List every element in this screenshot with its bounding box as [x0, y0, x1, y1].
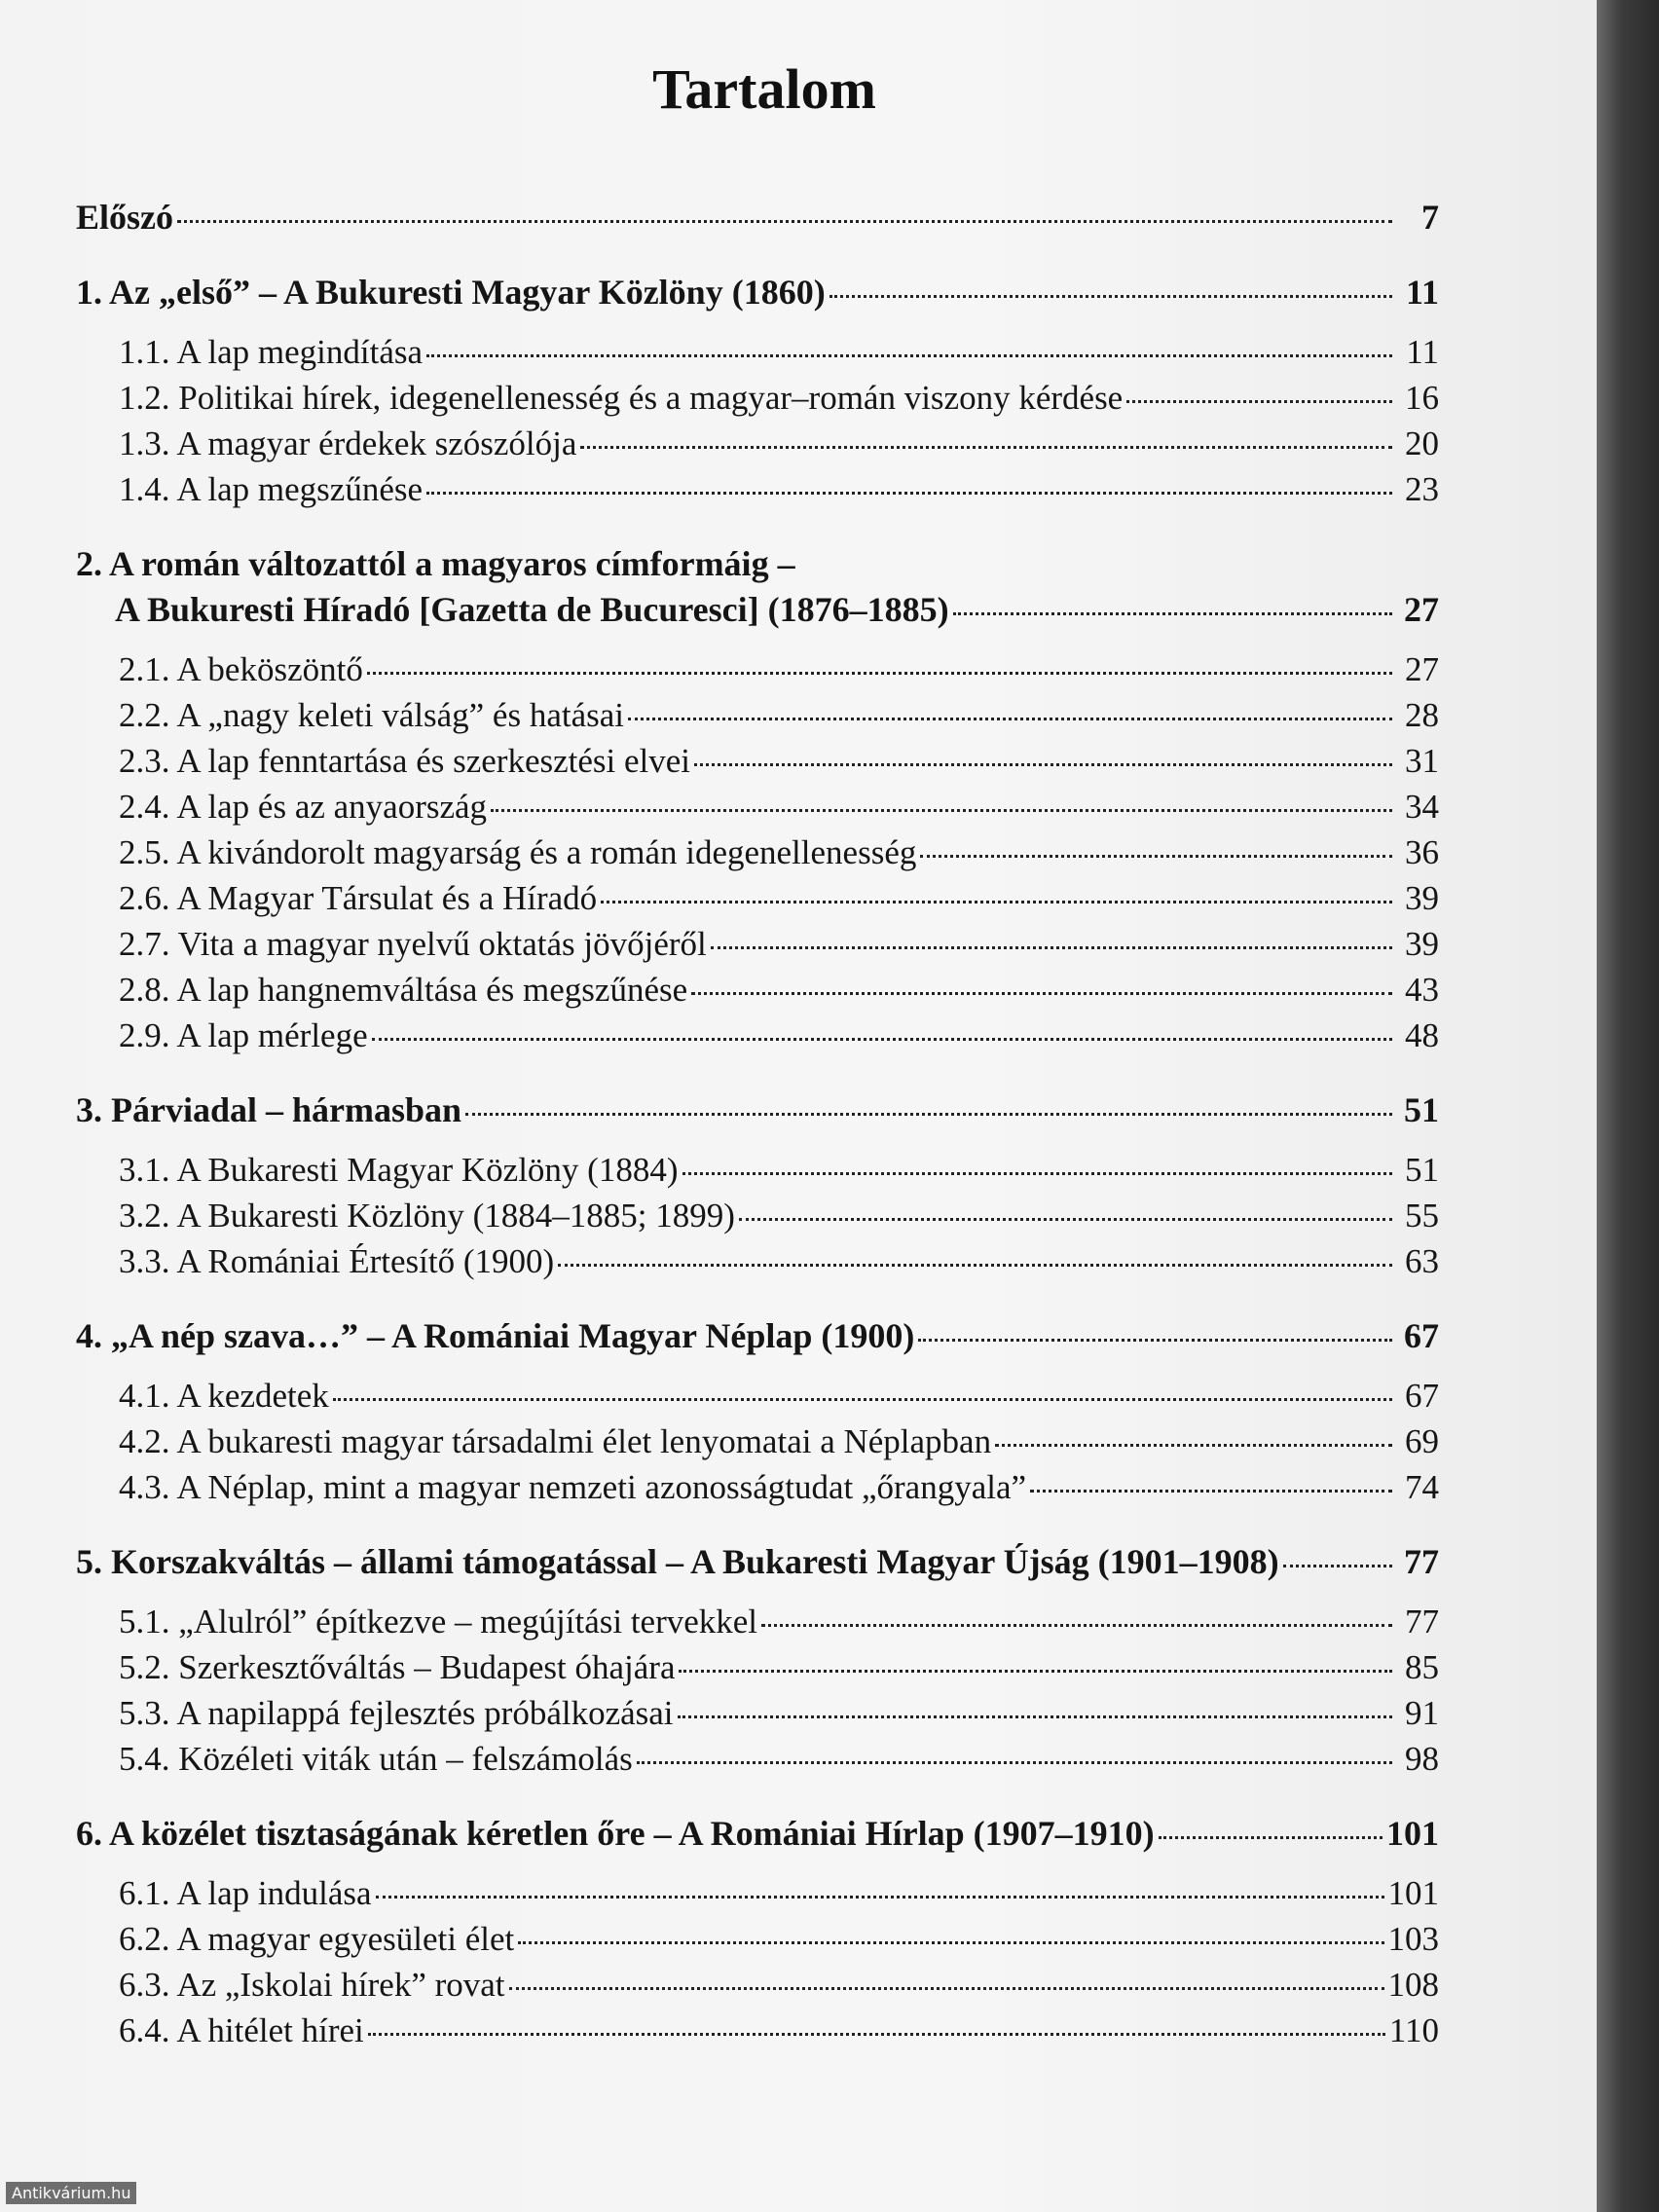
dot-leader: [601, 901, 1392, 903]
toc-page-number: 69: [1405, 1422, 1439, 1460]
dot-leader: [918, 1339, 1392, 1342]
toc-section: [76, 830, 1439, 875]
toc-label: 5. Korszakváltás – állami támogatással – A Bukaresti Magyar Újság (1901–1908): [76, 1542, 1279, 1581]
toc-section: [76, 1013, 1439, 1058]
toc-label: 3. Párviadal – hármasban: [76, 1090, 462, 1129]
toc-label: 4.3. A Néplap, mint a magyar nemzeti azonosságtudat „őrangyala”: [119, 1468, 1027, 1506]
toc-page-number: 28: [1405, 696, 1439, 734]
dot-leader: [558, 1264, 1392, 1267]
toc-chapter-4: [76, 1313, 1439, 1359]
toc-section: [76, 1238, 1439, 1284]
dot-leader: [995, 1444, 1392, 1447]
dot-leader: [678, 1715, 1392, 1718]
dot-leader: [761, 1624, 1392, 1627]
toc-label: 5.4. Közéleti viták után – felszámolás: [119, 1740, 633, 1778]
toc-label: 2.5. A kivándorolt magyarság és a román idegenellenesség: [119, 833, 917, 871]
dot-leader: [368, 2033, 1385, 2036]
toc-section: [76, 1419, 1439, 1464]
toc-label: 3.1. A Bukaresti Magyar Közlöny (1884): [119, 1151, 679, 1189]
toc-page-number: 67: [1405, 1377, 1439, 1415]
toc-section: [76, 738, 1439, 784]
toc-page-number: 67: [1404, 1316, 1439, 1355]
toc-page-number: 11: [1406, 333, 1439, 371]
dot-leader: [426, 492, 1392, 495]
toc-section: [76, 375, 1439, 421]
toc-page-number: 77: [1404, 1542, 1439, 1581]
toc-page-number: 77: [1405, 1603, 1439, 1641]
toc-page-number: 43: [1405, 971, 1439, 1009]
dot-leader: [682, 1172, 1393, 1175]
dot-leader: [376, 1896, 1384, 1899]
toc-section: [76, 1736, 1439, 1782]
dot-leader: [953, 612, 1392, 615]
toc-label: 5.1. „Alulról” építkezve – megújítási tervekkel: [119, 1603, 758, 1641]
toc-section: [76, 1870, 1439, 1916]
toc-page-number: 11: [1405, 273, 1439, 312]
dot-leader: [333, 1398, 1392, 1401]
toc-label: 3.2. A Bukaresti Közlöny (1884–1885; 1899): [119, 1197, 735, 1235]
toc-label: 4.1. A kezdetek: [119, 1377, 329, 1415]
toc-chapter-2-cont: [76, 587, 1439, 633]
toc-page-number: 7: [1421, 198, 1439, 237]
toc-label: Előszó: [76, 198, 174, 237]
toc-section: [76, 921, 1439, 967]
toc-section: [76, 466, 1439, 512]
toc-section: [76, 1962, 1439, 2008]
toc-page-number: 101: [1386, 1814, 1439, 1853]
toc-page-number: 27: [1405, 650, 1439, 688]
toc-page-number: 91: [1405, 1694, 1439, 1732]
toc-label: 2.2. A „nagy keleti válság” és hatásai: [119, 696, 625, 734]
toc-page-number: 74: [1405, 1468, 1439, 1506]
toc-section: [76, 692, 1439, 738]
page-edge: [1597, 0, 1659, 2212]
toc-page-number: 103: [1387, 1920, 1439, 1958]
dot-leader: [1283, 1565, 1392, 1567]
dot-leader: [518, 1941, 1383, 1944]
toc-label: 5.3. A napilappá fejlesztés próbálkozásai: [119, 1694, 674, 1732]
toc-section: [76, 1599, 1439, 1644]
dot-leader: [691, 992, 1392, 995]
toc-section: [76, 1193, 1439, 1238]
dot-leader: [372, 1038, 1392, 1041]
chapter-list: [76, 270, 1439, 2083]
dot-leader: [465, 1113, 1392, 1116]
dot-leader: [920, 855, 1392, 858]
toc-label: 5.2. Szerkesztőváltás – Budapest óhajára: [119, 1648, 676, 1686]
toc-page-number: 63: [1405, 1242, 1439, 1280]
dot-leader: [509, 1987, 1384, 1990]
dot-leader: [694, 763, 1392, 766]
dot-leader: [1030, 1490, 1392, 1493]
toc-label: 1.3. A magyar érdekek szószólója: [119, 424, 577, 462]
toc-label: 1. Az „első” – A Bukuresti Magyar Közlöny (1860): [76, 273, 826, 312]
toc-label: 3.3. A Romániai Értesítő (1900): [119, 1242, 555, 1280]
toc-chapter-3: [76, 1088, 1439, 1133]
toc-page-number: 31: [1405, 742, 1439, 780]
toc-page-number: 23: [1405, 470, 1439, 508]
toc-label: 6. A közélet tisztaságának kéretlen őre – A Romániai Hírlap (1907–1910): [76, 1814, 1155, 1853]
page-title: Tartalom: [652, 57, 876, 121]
toc-section: [76, 2008, 1439, 2053]
dot-leader: [426, 354, 1392, 357]
toc-page-number: 27: [1404, 590, 1439, 629]
dot-leader: [637, 1761, 1392, 1764]
toc-label: 2.1. A beköszöntő: [119, 650, 363, 688]
toc-section: [76, 1644, 1439, 1690]
toc-label: 1.1. A lap megindítása: [119, 333, 424, 371]
toc-page-number: 98: [1405, 1740, 1439, 1778]
toc-label: 6.4. A hitélet hírei: [119, 2011, 364, 2049]
dot-leader: [830, 295, 1392, 298]
toc-section: [76, 1916, 1439, 1962]
toc-page-number: 51: [1405, 1151, 1439, 1189]
dot-leader: [628, 718, 1392, 720]
dot-leader: [491, 809, 1392, 812]
toc-chapter-6: [76, 1811, 1439, 1857]
toc-label: 2.7. Vita a magyar nyelvű oktatás jövőjéről: [119, 925, 707, 963]
toc-chapter-2: [76, 541, 1439, 587]
toc-section: [76, 875, 1439, 921]
toc-page-number: 101: [1387, 1874, 1439, 1912]
toc-section: [76, 784, 1439, 830]
toc-chapter-5: [76, 1539, 1439, 1585]
watermark: Antikvárium.hu: [6, 2182, 136, 2204]
dot-leader: [1126, 400, 1392, 403]
toc-section: [76, 967, 1439, 1013]
toc-page-number: 48: [1405, 1016, 1439, 1054]
toc-label: 2.9. A lap mérlege: [119, 1016, 368, 1054]
toc-section: [76, 1373, 1439, 1419]
dot-leader: [367, 672, 1392, 675]
toc-section: [76, 1690, 1439, 1736]
toc-label: 2. A román változattól a magyaros címformáig –: [76, 544, 795, 583]
toc-page-number: 16: [1405, 379, 1439, 417]
toc-page-number: 34: [1405, 788, 1439, 826]
toc-page-number: 39: [1405, 879, 1439, 917]
toc-label: 1.4. A lap megszűnése: [119, 470, 424, 508]
toc-page-number: 55: [1405, 1197, 1439, 1235]
toc-chapter-1: [76, 270, 1439, 315]
toc-page-number: 36: [1405, 833, 1439, 871]
toc-section: [76, 421, 1439, 466]
toc-page-number: 85: [1405, 1648, 1439, 1686]
toc-section: [76, 646, 1439, 692]
toc-page-number: 110: [1388, 2011, 1439, 2049]
toc-label: 6.3. Az „Iskolai hírek” rovat: [119, 1966, 505, 2004]
toc-entry-eloszo: [76, 195, 1439, 240]
dot-leader: [739, 1218, 1392, 1221]
toc-label: 6.2. A magyar egyesületi élet: [119, 1920, 515, 1958]
toc-label: 2.8. A lap hangnemváltása és megszűnése: [119, 971, 688, 1009]
toc-label: 4.2. A bukaresti magyar társadalmi élet lenyomatai a Néplapban: [119, 1422, 992, 1460]
toc-label: 2.3. A lap fenntartása és szerkesztési elvei: [119, 742, 691, 780]
toc-label: 2.6. A Magyar Társulat és a Híradó: [119, 879, 598, 917]
toc-page-number: 39: [1405, 925, 1439, 963]
toc-section: [76, 329, 1439, 375]
toc-label: 6.1. A lap indulása: [119, 1874, 372, 1912]
dot-leader: [177, 220, 1392, 223]
toc-section: [76, 1147, 1439, 1193]
toc-page-number: 20: [1405, 424, 1439, 462]
toc-label: 1.2. Politikai hírek, idegenellenesség és a magyar–román viszony kérdése: [119, 379, 1124, 417]
dot-leader: [711, 946, 1392, 949]
toc-section: [76, 1464, 1439, 1510]
dot-leader: [1159, 1836, 1382, 1839]
toc-page-number: 108: [1387, 1966, 1439, 2004]
toc-page-number: 51: [1404, 1090, 1439, 1129]
dot-leader: [580, 446, 1392, 449]
toc-label: 2.4. A lap és az anyaország: [119, 788, 488, 826]
table-of-contents: [76, 195, 1439, 2083]
dot-leader: [679, 1670, 1392, 1673]
toc-label: A Bukuresti Híradó [Gazetta de Bucuresci] (1876–1885): [115, 590, 949, 629]
toc-label: 4. „A nép szava…” – A Romániai Magyar Néplap (1900): [76, 1316, 915, 1355]
